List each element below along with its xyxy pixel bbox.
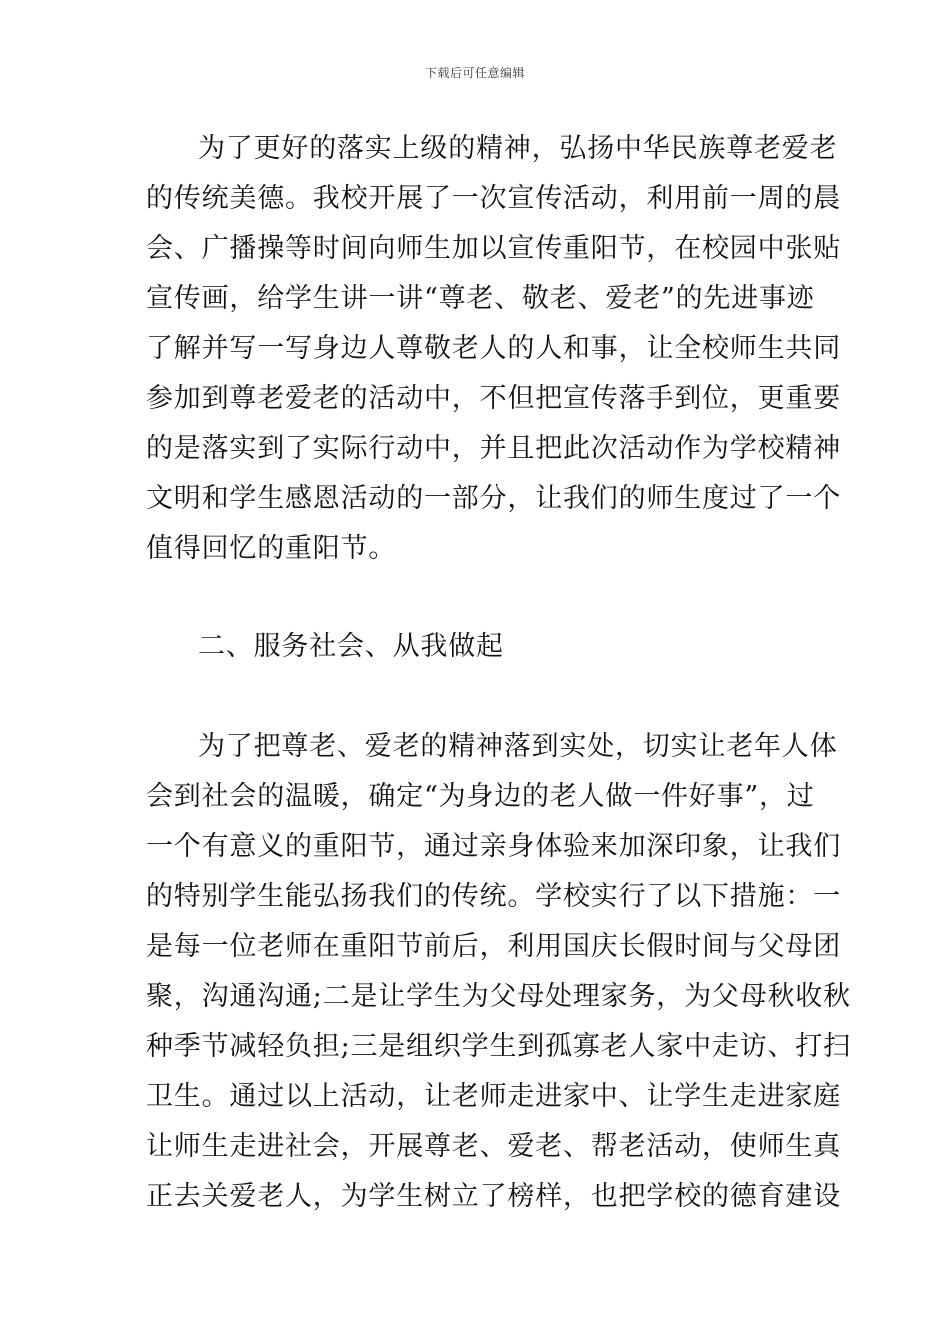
paragraph1-line: 的是落实到了实际行动中，并且把此次活动作为学校精神 (146, 433, 841, 464)
paragraph2-line: 的特别学生能弘扬我们的传统。学校实行了以下措施：一 (146, 881, 841, 912)
page-header-note: 下载后可任意编辑 (424, 66, 525, 80)
paragraph1-line: 值得回忆的重阳节。 (146, 533, 397, 564)
paragraph2-line: 会到社会的温暖，确定“为身边的老人做一件好事”，过 (146, 781, 815, 812)
paragraph2-line: 卫生。通过以上活动，让老师走进家中、让学生走进家庭 (146, 1081, 841, 1112)
paragraph2-line: 聚，沟通沟通;二是让学生为父母处理家务，为父母秋收秋 (146, 981, 851, 1012)
paragraph1-line: 会、广播操等时间向师生加以宣传重阳节，在校园中张贴 (146, 233, 841, 264)
paragraph1-line: 为了更好的落实上级的精神，弘扬中华民族尊老爱老 (198, 133, 838, 164)
paragraph1-line: 的传统美德。我校开展了一次宣传活动，利用前一周的晨 (146, 183, 841, 214)
paragraph2-line: 是每一位老师在重阳节前后，利用国庆长假时间与父母团 (146, 931, 841, 962)
paragraph1-line: 宣传画，给学生讲一讲“尊老、敬老、爱老”的先进事迹 (146, 283, 815, 314)
paragraph1-line: 参加到尊老爱老的活动中，不但把宣传落手到位，更重要 (146, 383, 841, 414)
section-heading: 二、服务社会、从我做起 (198, 631, 504, 662)
paragraph2-line: 正去关爱老人，为学生树立了榜样，也把学校的德育建设 (146, 1181, 841, 1212)
paragraph2-line: 种季节减轻负担;三是组织学生到孤寡老人家中走访、打扫 (146, 1031, 851, 1062)
paragraph2-line: 为了把尊老、爱老的精神落到实处，切实让老年人体 (198, 731, 838, 762)
paragraph1-line: 了解并写一写身边人尊敬老人的人和事，让全校师生共同 (146, 333, 841, 364)
paragraph2-line: 让师生走进社会，开展尊老、爱老、帮老活动，使师生真 (146, 1131, 841, 1162)
paragraph1-line: 文明和学生感恩活动的一部分，让我们的师生度过了一个 (146, 483, 841, 514)
paragraph2-line: 一个有意义的重阳节，通过亲身体验来加深印象，让我们 (146, 831, 841, 862)
